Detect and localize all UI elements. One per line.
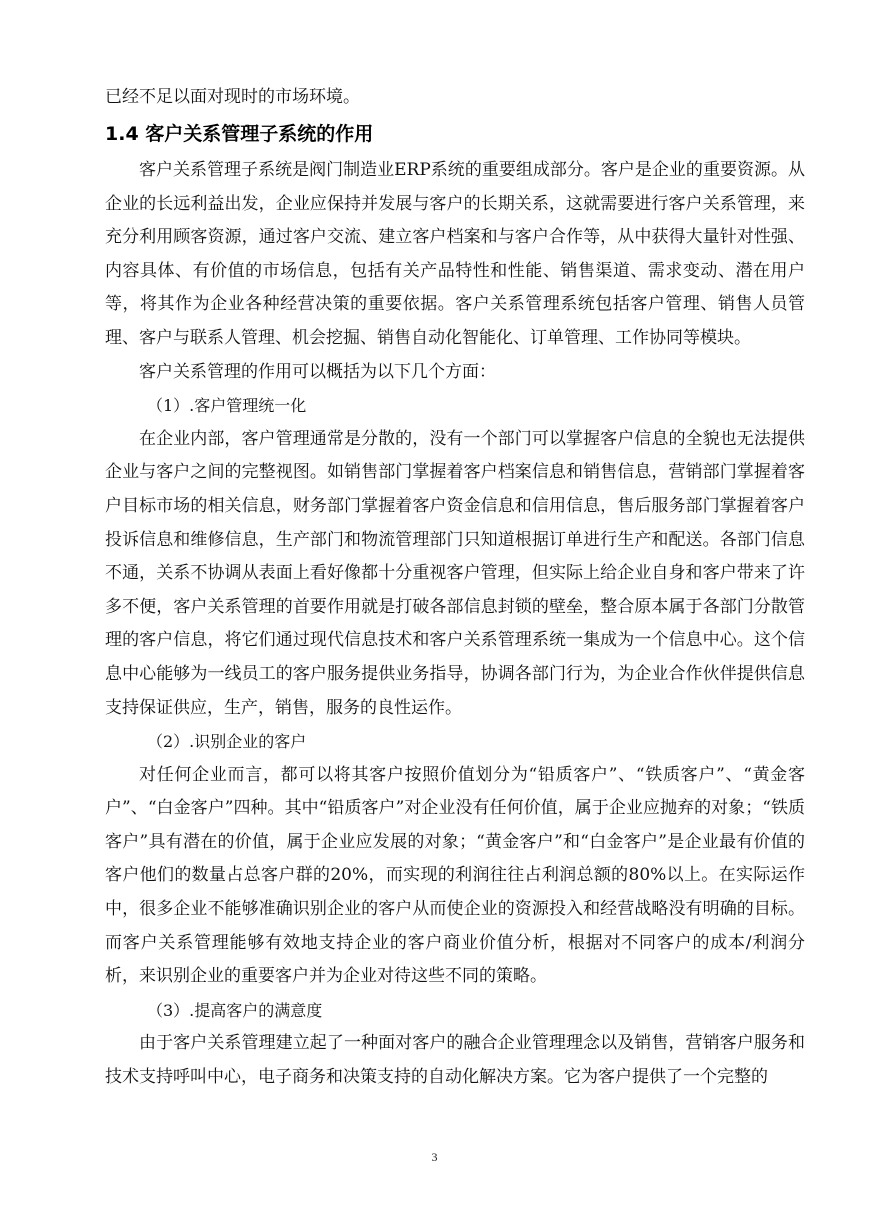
- subheading-identify-customers: （2）.识别企业的客户: [147, 732, 307, 752]
- page-number: 3: [431, 1150, 438, 1164]
- paragraph-customer-satisfaction: 由于客户关系管理建立起了一种面对客户的融合企业管理理念以及销售，营销客户服务和技术支持呼叫中心，电子商务和决策支持的自动化解决方案。它为客户提供了一个完整的: [105, 1033, 805, 1088]
- document-body: [105, 80, 805, 1095]
- paragraph-intro: 客户关系管理子系统是阀门制造业ERP系统的重要组成部分。客户是企业的重要资源。从企业的长远利益出发，企业应保持并发展与客户的长期关系，这就需要进行客户关系管理，来充分利用顾客资源，通过客户交流、建立客户档案和与客户合作等，从中获得大量针对性强、内容具体、有价值的市场信息，包括有关产品特性和性能、销售渠道、需求变动、潜在用户等，将其作为企业各种经营决策的重要依据。客户关系管理系统包括客户管理、销售人员管理、客户与联系人管理、机会挖掘、销售自动化智能化、订单管理、工作协同等模块。: [105, 160, 805, 348]
- subheading-customer-unification: （1）.客户管理统一化: [147, 396, 307, 416]
- paragraph-identify-customers: 对任何企业而言，都可以将其客户按照价值划分为“铅质客户”、“铁质客户”、“黄金客户”、“白金客户”四种。其中“铅质客户”对企业没有任何价值，属于企业应抛弃的对象；“铁质客户”具有潜在的价值，属于企业应发展的对象；“黄金客户”和“白金客户”是企业最有价值的客户他们的数量占总客户群的20%，而实现的利润往往占利润总额的80%以上。在实际运作中，很多企业不能够准确识别企业的客户从而使企业的资源投入和经营战略没有明确的目标。而客户关系管理能够有效地支持企业的客户商业价值分析，根据对不同客户的成本/利润分析，来识别企业的重要客户并为企业对待这些不同的策略。: [105, 764, 805, 987]
- section-heading: 1.4 客户关系管理子系统的作用: [105, 123, 374, 145]
- subheading-customer-satisfaction: （3）.提高客户的满意度: [147, 1000, 323, 1020]
- continued-text-line: 已经不足以面对现时的市场环境。: [105, 87, 360, 107]
- paragraph-summary: 客户关系管理的作用可以概括为以下几个方面：: [139, 361, 496, 382]
- paragraph-customer-unification: 在企业内部，客户管理通常是分散的，没有一个部门可以掌握客户信息的全貌也无法提供企业与客户之间的完整视图。如销售部门掌握着客户档案信息和销售信息，营销部门掌握着客户目标市场的相关信息，财务部门掌握着客户资金信息和信用信息，售后服务部门掌握着客户投诉信息和维修信息，生产部门和物流管理部门只知道根据订单进行生产和配送。各部门信息不通，关系不协调从表面上看好像都十分重视客户管理，但实际上给企业自身和客户带来了许多不便，客户关系管理的首要作用就是打破各部信息封锁的壁垒，整合原本属于各部门分散管理的客户信息，将它们通过现代信息技术和客户关系管理系统一集成为一个信息中心。这个信息中心能够为一线员工的客户服务提供业务指导，协调各部门行为，为企业合作伙伴提供信息支持保证供应，生产，销售，服务的良性运作。: [105, 428, 805, 718]
